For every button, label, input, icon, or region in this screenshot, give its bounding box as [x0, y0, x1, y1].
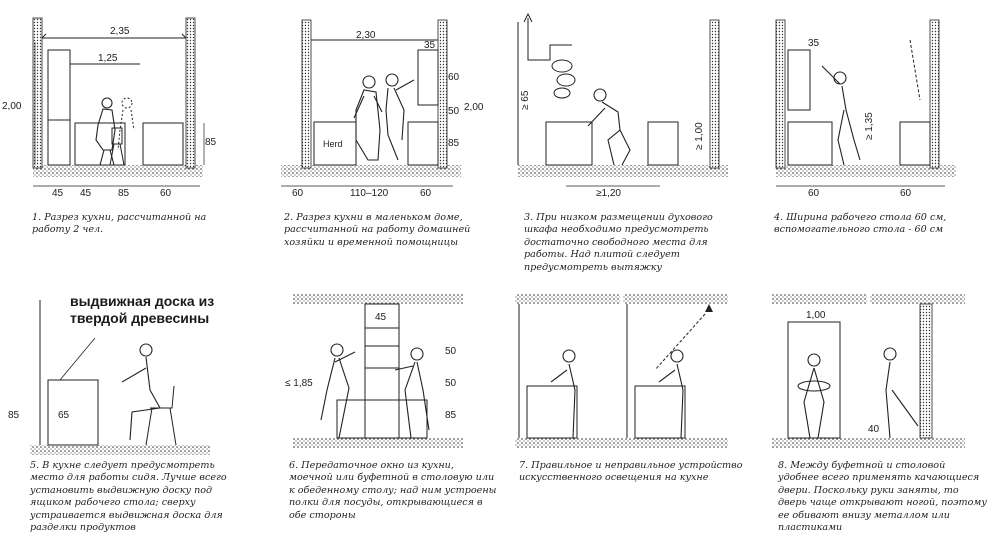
wrong-light-woman	[659, 350, 683, 438]
dim-top: 35	[424, 40, 436, 51]
dim-base-2: 60	[420, 188, 432, 199]
board-label: выдвижная доска из твердой древесины	[70, 293, 215, 326]
ceiling-left	[515, 294, 620, 304]
seated-work-figure	[0, 290, 250, 460]
dim-mid: 50	[445, 378, 457, 389]
panel-1	[0, 0, 240, 260]
dim-height: ≤ 1,85	[285, 378, 313, 389]
dim-floor: ≥1,20	[596, 188, 621, 199]
correct-light-woman	[551, 350, 575, 438]
chair-icon	[146, 386, 176, 445]
panel-2	[268, 0, 493, 260]
caption-7	[519, 460, 744, 485]
caption-4	[774, 212, 988, 237]
dim-counter: 85	[205, 137, 217, 148]
pass-through-figure	[265, 290, 500, 460]
swing-door-figure	[760, 290, 991, 460]
caption-number: 5.	[30, 460, 40, 471]
dim-height: 2,00	[2, 101, 22, 112]
left-wall	[33, 18, 42, 168]
caption-8	[778, 460, 988, 534]
steam-icon	[552, 60, 575, 98]
dim-width-total: 2,30	[356, 30, 376, 41]
dim-seat: 65	[58, 410, 70, 421]
dim-upper: 60	[448, 72, 460, 83]
dim-door: 1,00	[806, 310, 826, 321]
caption-2	[284, 212, 489, 249]
caption-number: 1.	[32, 212, 42, 223]
right-wall	[710, 20, 719, 168]
kitchen-section-figure-3	[510, 0, 745, 200]
caption-text: Передаточное окно из кухни, моечной или буфетной в столовую или к обеденному столу; над ним устроены полки для посуды, открывающиеся в обе стороны	[289, 460, 497, 521]
caption-text: Разрез кухни в маленьком доме, рассчитанной на работу домашней хозяйки и временной помощницы	[284, 212, 471, 248]
caption-text: В кухне следует предусмотреть место для работы сидя. Лучше всего установить выдвижную доску под ящиком рабочего стола; сверху устраивается выдвижная доска для разделки продуктов	[30, 460, 227, 534]
dim-lower: 85	[445, 410, 457, 421]
ceiling-right	[870, 294, 965, 304]
caption-3	[524, 212, 734, 274]
caption-number: 4.	[774, 212, 784, 223]
woman-reaching-figure	[822, 66, 860, 165]
panel-7	[505, 290, 750, 549]
dim-width-total: 2,35	[110, 26, 130, 37]
dim-upper: 50	[445, 346, 457, 357]
right-wall	[930, 20, 939, 168]
panel-3	[510, 0, 745, 273]
dim-top: 35	[808, 38, 820, 49]
seated-woman-figure	[122, 344, 160, 440]
woman-opening-door-figure	[884, 348, 918, 438]
ceiling-left	[772, 294, 867, 304]
left-wall	[302, 20, 311, 168]
caption-6	[289, 460, 499, 522]
caption-text: Разрез кухни, рассчитанной на работу 2 чел.	[32, 212, 207, 236]
floor	[772, 438, 965, 448]
left-wall	[776, 20, 785, 168]
right-wall	[186, 18, 195, 168]
dim-base-2: 85	[118, 188, 130, 199]
dim-counter: ≥ 1,00	[694, 122, 705, 150]
caption-5	[30, 460, 245, 534]
panel-6	[265, 290, 500, 549]
right-wall	[438, 20, 447, 168]
stove-label: Herd	[323, 139, 343, 149]
dim-base-0: 60	[292, 188, 304, 199]
lamp-icon	[705, 304, 713, 312]
lighting-figure	[505, 290, 750, 460]
ceiling-right	[623, 294, 728, 304]
ceiling	[293, 294, 463, 304]
caption-number: 7.	[519, 460, 529, 471]
caption-text: Правильное и неправильное устройство искусственного освещения на кухне	[519, 460, 743, 484]
dim-height: 2,00	[464, 102, 484, 113]
caption-text: Ширина рабочего стола 60 см, вспомогательного стола - 60 см	[774, 212, 947, 236]
hood-duct	[528, 18, 572, 60]
helper-figure	[386, 74, 414, 160]
woman-left-figure	[321, 344, 355, 438]
floor	[293, 438, 463, 448]
dim-hood: ≥ 65	[520, 90, 531, 110]
dim-base-1: 45	[80, 188, 92, 199]
floor	[33, 165, 203, 177]
dim-base-1: 110–120	[350, 188, 389, 199]
housewife-figure	[354, 76, 382, 160]
dim-mid: 50	[448, 106, 460, 117]
kitchen-section-figure-1	[0, 0, 240, 200]
dim-counter: 85	[448, 138, 460, 149]
caption-1	[32, 212, 237, 237]
woman-with-tray-figure	[798, 354, 830, 438]
caption-number: 6.	[289, 460, 299, 471]
floor	[776, 165, 956, 177]
floor	[518, 165, 728, 177]
kitchen-section-figure-2	[268, 0, 493, 200]
woman-right-figure	[395, 348, 429, 438]
caption-number: 2.	[284, 212, 294, 223]
cook-figure	[588, 89, 630, 165]
dim-base-0: 60	[808, 188, 820, 199]
dim-table: 85	[8, 410, 20, 421]
caption-number: 3.	[524, 212, 534, 223]
dim-kick: 40	[868, 424, 880, 435]
second-figure	[118, 98, 134, 150]
caption-text: При низком размещении духового шкафа необходимо предусмотреть достаточно свободного места для работы. Над плитой следует предусмотреть вытяжку	[524, 212, 713, 273]
panel-5	[0, 290, 250, 549]
dim-upper: 1,25	[98, 53, 118, 64]
wall	[920, 304, 932, 438]
panel-4	[760, 0, 991, 260]
dim-top: 45	[375, 312, 387, 323]
dim-base-1: 60	[900, 188, 912, 199]
caption-text: Между буфетной и столовой удобнее всего применять качающиеся двери. Поскольку руки заняты, то дверь чаще открывают ногой, поэтому ее обивают внизу металлом или пластиками	[778, 460, 987, 534]
dim-shelf: ≥ 1,35	[864, 112, 875, 140]
panel-8	[760, 290, 991, 549]
caption-number: 8.	[778, 460, 788, 471]
dim-base-3: 60	[160, 188, 172, 199]
kitchen-section-figure-4	[760, 0, 991, 200]
dim-base-0: 45	[52, 188, 64, 199]
floor	[30, 445, 210, 455]
floor	[515, 438, 728, 448]
